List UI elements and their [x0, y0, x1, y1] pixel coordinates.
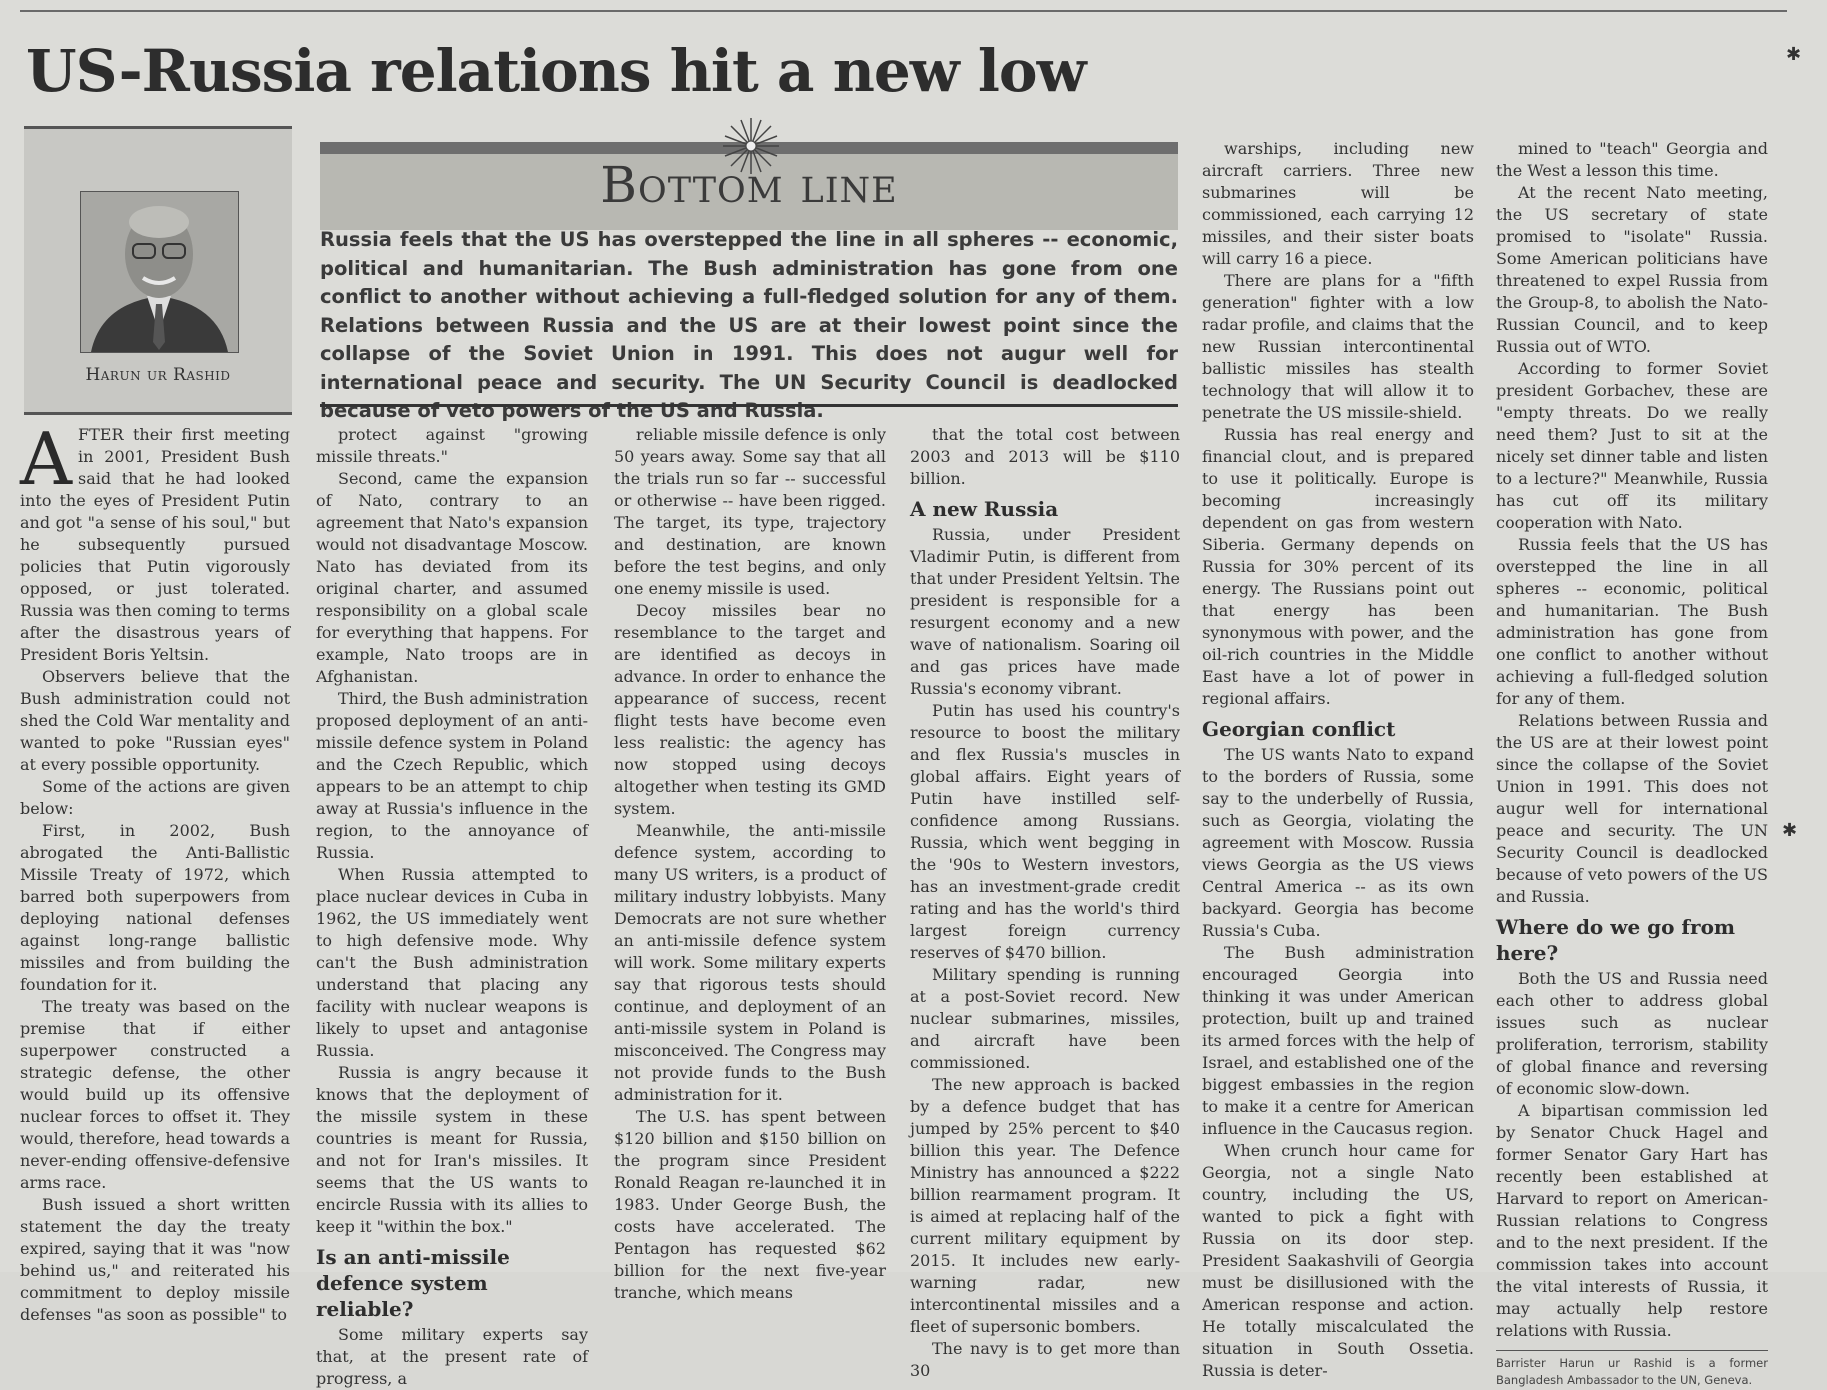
paragraph: A bipartisan commission led by Senator Chuck Hagel and former Senator Gary Hart has recently been established at Harvard to report on American-Russian relations to Congress and to the next president. If the commission takes into account the vital interests of Russia, it may actually help restore relations with Russia.: [1496, 1101, 1768, 1340]
star-mark-icon: ✱: [1786, 44, 1802, 65]
paragraph: reliable missile defence is only 50 years away. Some say that all the trials run so far -- successful or otherwise -- have been rigged. The target, its type, trajectory and destination, are known before the test begins, and only one enemy missile is used.: [614, 425, 886, 598]
paragraph: Relations between Russia and the US are at their lowest point since the collapse of the Soviet Union in 1991. This does not augur well for international peace and security. The UN Security Council is deadlocked because of veto powers of the US and Russia.: [1496, 711, 1768, 906]
paragraph: According to former Soviet president Gorbachev, these are "empty threats. Do we really need them? Just to sit at the nicely set dinner table and listen to a lecture?" Meanwhile, Russia has cut off its military cooperation with Nato.: [1496, 359, 1768, 532]
author-credit: Barrister Harun ur Rashid is a former Bangladesh Ambassador to the UN, Geneva.: [1496, 1356, 1768, 1387]
bottom-line-rule: [320, 404, 1178, 407]
paragraph: Russia feels that the US has overstepped the line in all spheres -- economic, political and humanitarian. The Bush administration has gone from one conflict to another without achieving a full-fledged solution for any of them.: [1496, 535, 1768, 708]
credit-rule: [1496, 1350, 1768, 1351]
paragraph: protect against "growing missile threats.": [316, 425, 588, 466]
paragraph: Third, the Bush administration proposed deployment of an anti-missile defence system in Poland and the Czech Republic, which appears to be an attempt to chip away at Russia's influence in the region, to the annoyance of Russia.: [316, 689, 588, 862]
drop-cap: A: [20, 417, 72, 501]
star-mark-icon: ✱: [1782, 820, 1798, 841]
paragraph: The US wants Nato to expand to the borders of Russia, some say to the underbelly of Russia, such as Georgia, violating the agreement with Moscow. Russia views Georgia as the US views Central America -- as its own backyard. Georgia has become Russia's Cuba.: [1202, 745, 1474, 940]
column-4: [910, 424, 1180, 1380]
column-6: [1496, 138, 1768, 1387]
paragraph: warships, including new aircraft carriers. Three new submarines will be commissioned, each carrying 12 missiles, and their sister boats will carry 16 a piece.: [1202, 139, 1474, 268]
top-rule: [20, 10, 1787, 12]
column-1: [20, 417, 290, 1324]
paragraph: Military spending is running at a post-Soviet record. New nuclear submarines, missiles, and aircraft have been commissioned.: [910, 965, 1180, 1072]
bottom-line-box: [320, 118, 1178, 422]
byline: Harun ur Rashid: [85, 365, 231, 385]
paragraph: When Russia attempted to place nuclear devices in Cuba in 1962, the US immediately went to high defensive mode. Why can't the Bush administration understand that placing any facility with nuclear weapons is likely to upset and antagonise Russia.: [316, 865, 588, 1060]
paragraph: Putin has used his country's resource to boost the military and flex Russia's muscles in global affairs. Eight years of Putin have instilled self-confidence among Russians. Russia, which went begging in the '90s to Western investors, has an investment-grade credit rating and has the world's third largest foreign currency reserves of $470 billion.: [910, 701, 1180, 962]
column-2: [316, 424, 588, 1388]
paragraph: Some of the actions are given below:: [20, 777, 290, 818]
bottom-line-summary: Russia feels that the US has overstepped the line in all spheres -- economic, political and humanitarian. The Bush administration has gone from one conflict to another without achieving a full-fledged solution for any of them. Relations between Russia and the US are at their lowest point since the collapse of the Soviet Union in 1991. This does not augur well for international peace and security. The UN Security Council is deadlocked because of veto powers of the US and Russia.: [320, 228, 1178, 422]
paragraph: The navy is to get more than 30: [910, 1339, 1180, 1380]
paragraph: Both the US and Russia need each other to address global issues such as nuclear proliferation, terrorism, stability of global finance and reversing of economic slow-down.: [1496, 969, 1768, 1098]
subheading: Georgian conflict: [1202, 717, 1396, 741]
paragraph: Observers believe that the Bush administration could not shed the Cold War mentality and wanted to poke "Russian eyes" at every possible opportunity.: [20, 667, 290, 774]
paragraph: There are plans for a "fifth generation" fighter with a low radar profile, and claims that the new Russian intercontinental ballistic missiles has stealth technology that will allow it to penetrate the US missile-shield.: [1202, 271, 1474, 422]
paragraph: The new approach is backed by a defence budget that has jumped by 25% percent to $40 billion this year. The Defence Ministry has announced a $222 billion rearmament program. It is aimed at replacing half of the current military equipment by 2015. It includes new early-warning radar, new intercontinental missiles and a fleet of supersonic bombers.: [910, 1075, 1180, 1336]
paragraph: mined to "teach" Georgia and the West a lesson this time.: [1496, 139, 1768, 180]
headline: US-Russia relations hit a new low: [26, 37, 1086, 105]
paragraph: Russia is angry because it knows that the deployment of the missile system in these countries is meant for Russia, and not for Iran's missiles. It seems that the US wants to encircle Russia with its allies to keep it "within the box.": [316, 1063, 588, 1236]
paragraph: Russia has real energy and financial clout, and is prepared to use it politically. Europe is becoming increasingly dependent on gas from western Siberia. Germany depends on Russia for 30% percent of its energy. The Russians point out that energy has been synonymous with power, and the oil-rich countries in the Middle East have a lot of power in regional affairs.: [1202, 425, 1474, 708]
paragraph: The U.S. has spent between $120 billion and $150 billion on the program since President Ronald Reagan re-launched it in 1983. Under George Bush, the costs have accelerated. The Pentagon has requested $62 billion for the next five-year tranche, which means: [614, 1107, 886, 1302]
paragraph: Meanwhile, the anti-missile defence system, according to many US writers, is a product of military industry lobbyists. Many Democrats are not sure whether an anti-missile defence system will work. Some military experts say that rigorous tests should continue, and deployment of an anti-missile system in Poland is misconceived. The Congress may not provide funds to the Bush administration for it.: [614, 821, 886, 1104]
author-photo: [80, 191, 239, 353]
paragraph: Russia, under President Vladimir Putin, is different from that under President Yeltsin. The president is responsible for a resurgent economy and a new wave of nationalism. Soaring oil and gas prices have made Russia's economy vibrant.: [910, 525, 1180, 698]
bottom-line-title: Bottom line: [600, 156, 898, 214]
subheading: Where do we go from here?: [1496, 915, 1736, 965]
paragraph: When crunch hour came for Georgia, not a single Nato country, including the US, wanted to pick a fight with Russia on its door step. President Saakashvili of Georgia must be disillusioned with the American response and action. He totally miscalculated the situation in South Ossetia. Russia is deter-: [1202, 1141, 1474, 1380]
paragraph: Some military experts say that, at the present rate of progress, a: [316, 1325, 588, 1388]
paragraph: Bush issued a short written statement the day the treaty expired, saying that it was "now behind us," and reiterated his commitment to deploy missile defenses "as soon as possible" to: [20, 1195, 290, 1324]
portrait-icon: [81, 192, 238, 352]
lead-paragraph: [20, 417, 290, 666]
subheading: Is an anti-missile defence system reliable?: [316, 1245, 510, 1321]
paragraph: Second, came the expansion of Nato, contrary to an agreement that Nato's expansion would not disadvantage Moscow. Nato has deviated from its original charter, and assumed responsibility on a global scale for everything that happens. For example, Nato troops are in Afghanistan.: [316, 469, 588, 686]
paragraph: Decoy missiles bear no resemblance to the target and are identified as decoys in advance. In order to enhance the appearance of success, recent flight tests have become even less realistic: the agency has now stopped using decoys altogether when testing its GMD system.: [614, 601, 886, 818]
paragraph: First, in 2002, Bush abrogated the Anti-Ballistic Missile Treaty of 1972, which barred both superpowers from deploying national defenses against long-range ballistic missiles and from building the foundation for it.: [20, 821, 290, 994]
column-5: [1202, 138, 1474, 1380]
paragraph: At the recent Nato meeting, the US secretary of state promised to "isolate" Russia. Some American politicians have threatened to expel Russia from the Group-8, to abolish the Nato-Russian Council, and to keep Russia out of WTO.: [1496, 183, 1768, 356]
paragraph: The treaty was based on the premise that if either superpower constructed a strategic defense, the other would build up its offensive nuclear forces to offset it. They would, therefore, head towards a never-ending offensive-defensive arms race.: [20, 997, 290, 1192]
lead-text: FTER their first meeting in 2001, President Bush said that he had looked into the eyes of President Putin and got "a sense of his soul," but he subsequently pursued policies that Putin vigorously opposed, or just tolerated. Russia was then coming to terms after the disastrous years of President Boris Yeltsin.: [20, 425, 290, 664]
column-3: [614, 424, 886, 1302]
paragraph: that the total cost between 2003 and 2013 will be $110 billion.: [910, 425, 1180, 488]
paragraph: The Bush administration encouraged Georgia into thinking it was under American protection, built up and trained its armed forces with the help of Israel, and established one of the biggest embassies in the region to make it a centre for American influence in the Caucasus region.: [1202, 943, 1474, 1138]
subheading: A new Russia: [910, 497, 1059, 521]
author-photo-box: [24, 126, 292, 415]
